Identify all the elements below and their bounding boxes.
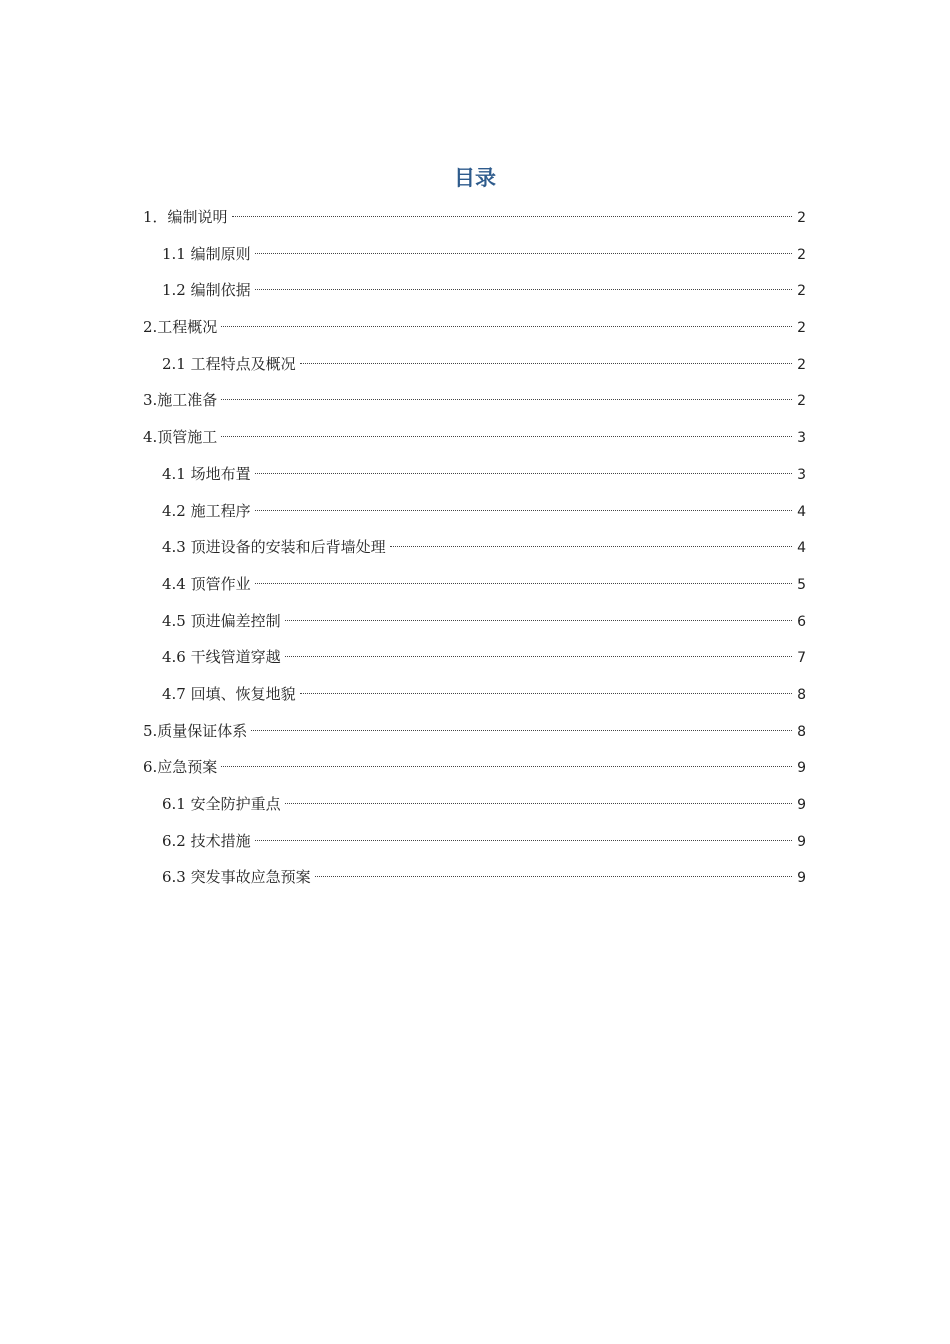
toc-dot-leader — [255, 473, 792, 474]
toc-dot-leader — [255, 289, 792, 290]
toc-entry[interactable] — [143, 786, 806, 823]
toc-entry-page-number: 8 — [797, 723, 806, 740]
toc-dot-leader — [300, 693, 792, 694]
toc-dot-leader — [255, 510, 792, 511]
toc-entry[interactable] — [143, 236, 806, 273]
toc-entry-label: 6.3 突发事故应急预案 — [162, 868, 311, 887]
toc-entry[interactable] — [143, 419, 806, 456]
toc-entry-label: 4.6 干线管道穿越 — [162, 648, 281, 667]
toc-title: 目录 — [454, 166, 496, 190]
toc-entry-page-number: 9 — [797, 870, 806, 887]
toc-entry[interactable] — [143, 272, 806, 309]
toc-dot-leader — [390, 546, 792, 547]
toc-entry-page-number: 4 — [797, 540, 806, 557]
toc-entry-page-number: 3 — [797, 430, 806, 447]
toc-entry[interactable] — [143, 199, 806, 236]
toc-entry-label: 4.5 顶进偏差控制 — [162, 611, 281, 630]
toc-entry-page-number: 9 — [797, 797, 806, 813]
toc-dot-leader — [285, 620, 792, 621]
toc-dot-leader — [255, 253, 792, 254]
toc-entry[interactable] — [143, 493, 806, 530]
toc-entry-label: 2.1 工程特点及概况 — [162, 354, 296, 373]
toc-entry-label: 4.1 场地布置 — [162, 464, 251, 483]
toc-dot-leader — [251, 730, 792, 731]
toc-dot-leader — [255, 840, 792, 841]
toc-entry-page-number: 2 — [797, 393, 806, 410]
toc-entry[interactable] — [143, 382, 806, 419]
toc-entry-page-number: 7 — [797, 650, 806, 667]
toc-entry-label: 4.3 顶进设备的安装和后背墙处理 — [162, 538, 386, 557]
toc-entry-page-number: 6 — [797, 613, 806, 630]
toc-entry-label: 4.4 顶管作业 — [162, 574, 251, 593]
toc-entry[interactable] — [143, 309, 806, 346]
toc-entry-label: 5.质量保证体系 — [143, 721, 248, 740]
toc-entry-page-number: 2 — [797, 246, 806, 263]
toc-entry[interactable] — [143, 603, 806, 640]
toc-entry[interactable] — [143, 346, 806, 383]
toc-entry-label: 6.2 技术措施 — [162, 831, 251, 850]
toc-entry-page-number: 2 — [797, 210, 806, 226]
toc-entry[interactable] — [143, 456, 806, 493]
toc-dot-leader — [221, 399, 792, 400]
toc-dot-leader — [221, 436, 792, 437]
toc-entry-page-number: 2 — [797, 320, 806, 337]
toc-dot-leader — [232, 216, 792, 217]
toc-entry-label: 4.7 回填、恢复地貌 — [162, 684, 296, 703]
toc-entry-label: 4.顶管施工 — [143, 428, 218, 447]
toc-entry[interactable] — [143, 823, 806, 860]
toc-dot-leader — [255, 583, 792, 584]
toc-dot-leader — [315, 876, 792, 877]
toc-entry[interactable] — [143, 859, 806, 896]
toc-entry[interactable] — [143, 529, 806, 566]
toc-entry-label: 3.施工准备 — [143, 391, 218, 410]
toc-entry[interactable] — [143, 749, 806, 786]
toc-entry[interactable] — [143, 639, 806, 676]
toc-dot-leader — [285, 656, 792, 657]
toc-entry-page-number: 3 — [797, 466, 806, 483]
toc-entry-label: 2.工程概况 — [143, 318, 218, 337]
toc-entry-page-number: 2 — [797, 283, 806, 300]
toc-entry-label: 1．编制说明 — [143, 208, 228, 226]
toc-entry-label: 6.应急预案 — [143, 758, 218, 777]
toc-entry-page-number: 9 — [797, 760, 806, 777]
toc-entry-page-number: 4 — [797, 503, 806, 520]
toc-entry-label: 1.1 编制原则 — [162, 244, 251, 263]
toc-entry[interactable] — [143, 566, 806, 603]
toc-entry-label: 4.2 施工程序 — [162, 501, 251, 520]
toc-dot-leader — [221, 766, 792, 767]
toc-dot-leader — [285, 803, 792, 804]
toc-dot-leader — [221, 326, 792, 327]
toc-entry-page-number: 5 — [797, 576, 806, 593]
toc-entry-page-number: 9 — [797, 833, 806, 850]
toc-list — [143, 199, 806, 896]
toc-entry[interactable] — [143, 676, 806, 713]
toc-entry-page-number: 2 — [797, 356, 806, 373]
toc-dot-leader — [300, 363, 792, 364]
toc-entry[interactable] — [143, 713, 806, 750]
toc-entry-page-number: 8 — [797, 686, 806, 703]
toc-entry-label: 1.2 编制依据 — [162, 281, 251, 300]
toc-entry-label: 6.1 安全防护重点 — [162, 795, 281, 813]
